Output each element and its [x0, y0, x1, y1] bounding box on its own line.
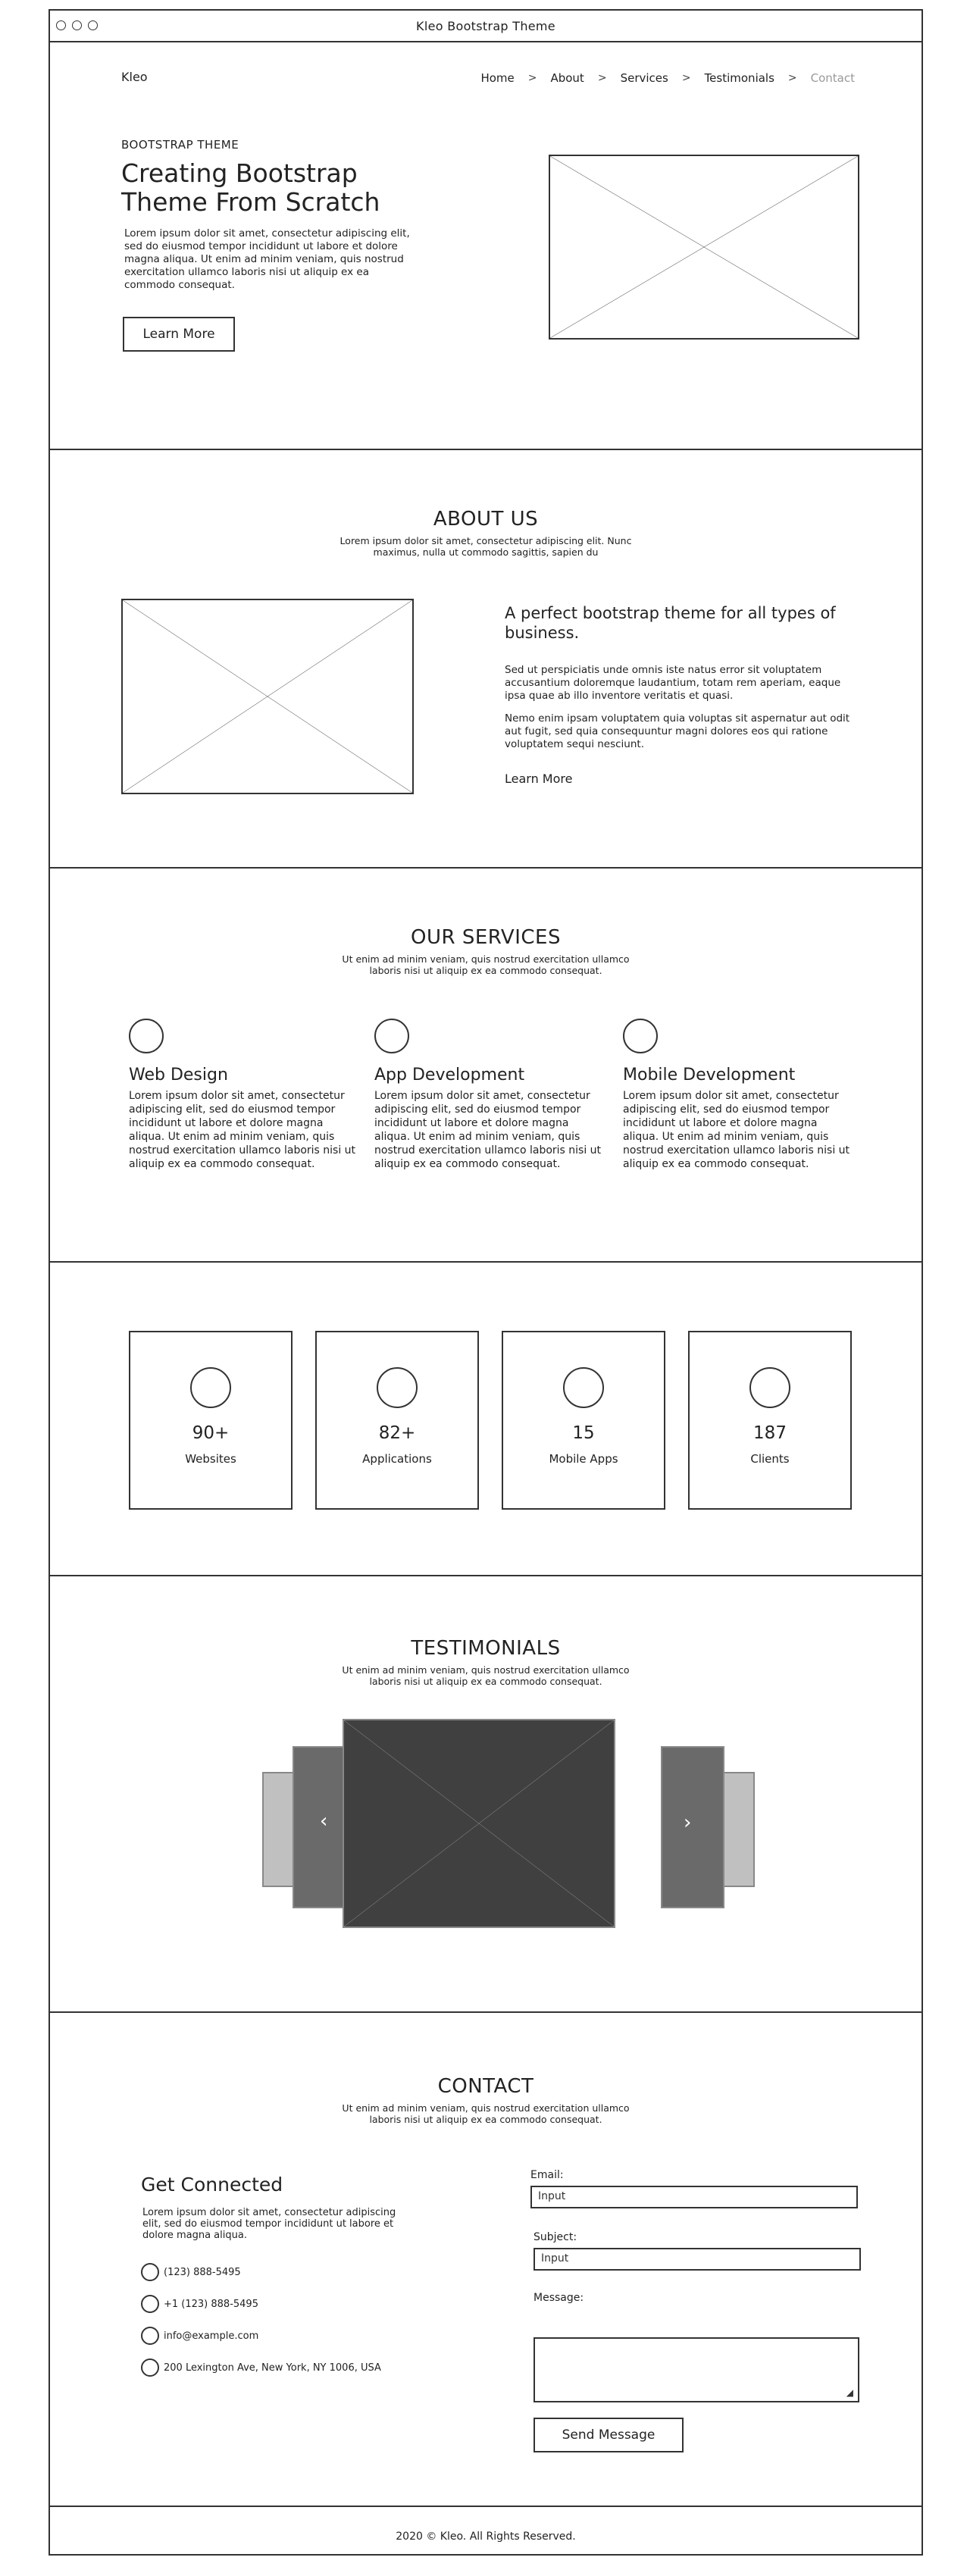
about-image-placeholder: [121, 599, 414, 794]
message-textarea[interactable]: [534, 2337, 859, 2402]
service-text: Lorem ipsum dolor sit amet, consectetur adipiscing elit, sed do eiusmod tempor incididunt ut labore et dolore magna aliqua. Ut enim ad minim veniam, quis nostrud exercitation ullamco laboris nisi ut aliquip ex ea commodo consequat.: [623, 1090, 850, 1170]
get-connected-text: Lorem ipsum dolor sit amet, consectetur adipiscing elit, sed do eiusmod tempor incididunt ut labore et dolore magna aliqua.: [142, 2207, 396, 2241]
carousel-slide-right: [661, 1746, 724, 1908]
clients-icon: [749, 1367, 790, 1408]
contact-address: 200 Lexington Ave, New York, NY 1006, USA: [164, 2362, 381, 2374]
testimonials-subtitle: Ut enim ad minim veniam, quis nostrud exercitation ullamco laboris nisi ut aliquip ex ea commodo consequat.: [342, 1664, 630, 1687]
service-card-app-development: [374, 1019, 602, 1171]
contact-mobile: +1 (123) 888-5495: [164, 2298, 258, 2310]
window-titlebar: [50, 11, 922, 42]
about-title: ABOUT US: [433, 508, 539, 531]
nav-separator: >: [527, 72, 537, 84]
stats-section: [50, 1263, 922, 1576]
testimonial-carousel: [262, 1719, 762, 1928]
mail-icon: [141, 2327, 159, 2345]
contact-mobile-row: [141, 2295, 258, 2313]
image-placeholder-icon: [344, 1720, 614, 1927]
stat-card-mobile-apps: [502, 1331, 665, 1510]
footer: [50, 2507, 922, 2556]
message-label: Message:: [534, 2292, 584, 2304]
web-design-icon: [129, 1019, 164, 1053]
email-label: Email:: [530, 2169, 564, 2181]
nav-separator: >: [597, 72, 607, 84]
services-title: OUR SERVICES: [411, 926, 561, 949]
stat-card-websites: [129, 1331, 293, 1510]
image-placeholder-icon: [123, 600, 412, 793]
footer-copyright: 2020 © Kleo. All Rights Reserved.: [396, 2531, 576, 2543]
stat-card-clients: [688, 1331, 852, 1510]
service-card-web-design: [129, 1019, 356, 1171]
service-card-mobile-development: [623, 1019, 850, 1171]
contact-section: [50, 2013, 922, 2507]
window-minimize-button[interactable]: [72, 20, 82, 30]
testimonials-title: TESTIMONIALS: [411, 1637, 561, 1660]
app-development-icon: [374, 1019, 409, 1053]
window-maximize-button[interactable]: [88, 20, 98, 30]
hero-eyebrow: BOOTSTRAP THEME: [121, 138, 239, 152]
hero-image-placeholder: [549, 155, 859, 340]
location-icon: [141, 2358, 159, 2377]
stat-value: 82+: [378, 1423, 416, 1443]
services-subtitle: Ut enim ad minim veniam, quis nostrud exercitation ullamco laboris nisi ut aliquip ex ea commodo consequat.: [342, 953, 630, 976]
contact-email[interactable]: info@example.com: [164, 2330, 259, 2342]
stat-label: Websites: [185, 1452, 236, 1466]
service-text: Lorem ipsum dolor sit amet, consectetur adipiscing elit, sed do eiusmod tempor incididunt ut labore et dolore magna aliqua. Ut enim ad minim veniam, quis nostrud exercitation ullamco laboris nisi ut aliquip ex ea commodo consequat.: [129, 1090, 356, 1170]
nav-services[interactable]: Services: [620, 71, 668, 85]
about-learn-more-link[interactable]: Learn More: [505, 772, 573, 786]
resize-grip-icon[interactable]: ◢: [846, 2387, 853, 2398]
websites-icon: [190, 1367, 231, 1408]
subject-label: Subject:: [534, 2231, 577, 2243]
email-field[interactable]: Input: [530, 2186, 858, 2208]
contact-address-row: [141, 2358, 381, 2377]
hero-title: Creating Bootstrap Theme From Scratch: [121, 158, 380, 217]
contact-subtitle: Ut enim ad minim veniam, quis nostrud exercitation ullamco laboris nisi ut aliquip ex ea commodo consequat.: [342, 2102, 630, 2125]
subject-field[interactable]: Input: [534, 2248, 861, 2271]
about-subtitle: Lorem ipsum dolor sit amet, consectetur adipiscing elit. Nunc maximus, nulla ut commodo sagittis, sapien du: [340, 535, 632, 558]
nav-testimonials[interactable]: Testimonials: [704, 71, 774, 85]
nav-separator: >: [787, 72, 797, 84]
browser-window: [48, 9, 923, 2556]
nav-separator: >: [681, 72, 691, 84]
hero-learn-more-button[interactable]: Learn More: [123, 317, 235, 352]
applications-icon: [377, 1367, 418, 1408]
carousel-prev-button[interactable]: ‹: [320, 1810, 328, 1833]
stat-label: Applications: [362, 1452, 432, 1466]
window-controls: [56, 20, 98, 30]
mobile-apps-icon: [563, 1367, 604, 1408]
nav-home[interactable]: Home: [480, 71, 515, 85]
carousel-next-button[interactable]: ›: [684, 1811, 692, 1834]
testimonials-section: [50, 1576, 922, 2013]
contact-email-row: [141, 2327, 258, 2345]
about-section: [50, 450, 922, 869]
stat-label: Clients: [750, 1452, 790, 1466]
contact-phone-row: [141, 2263, 241, 2281]
service-title: Web Design: [129, 1066, 228, 1085]
contact-phone: (123) 888-5495: [164, 2266, 241, 2278]
send-message-button[interactable]: Send Message: [534, 2418, 684, 2452]
stat-card-applications: [315, 1331, 479, 1510]
window-title: Kleo Bootstrap Theme: [416, 18, 555, 33]
stat-label: Mobile Apps: [549, 1452, 618, 1466]
carousel-slide-active[interactable]: [343, 1719, 615, 1928]
phone-icon: [141, 2263, 159, 2281]
mobile-icon: [141, 2295, 159, 2313]
nav-contact[interactable]: Contact: [810, 71, 855, 85]
mobile-development-icon: [623, 1019, 658, 1053]
service-text: Lorem ipsum dolor sit amet, consectetur adipiscing elit, sed do eiusmod tempor incididunt ut labore et dolore magna aliqua. Ut enim ad minim veniam, quis nostrud exercitation ullamco laboris nisi ut aliquip ex ea commodo consequat.: [374, 1090, 602, 1170]
contact-title: CONTACT: [437, 2075, 534, 2098]
service-title: Mobile Development: [623, 1066, 796, 1085]
stat-value: 15: [572, 1423, 595, 1443]
hero-section: [50, 42, 922, 450]
service-title: App Development: [374, 1066, 525, 1085]
about-paragraph-1: Sed ut perspiciatis unde omnis iste natus error sit voluptatem accusantium doloremque laudantium, totam rem aperiam, eaque ipsa quae ab illo inventore veritatis et quasi.: [505, 664, 841, 702]
about-heading: A perfect bootstrap theme for all types of business.: [505, 604, 836, 642]
main-nav: [480, 71, 855, 85]
brand-logo[interactable]: Kleo: [121, 70, 148, 84]
stat-value: 187: [753, 1423, 787, 1443]
about-paragraph-2: Nemo enim ipsam voluptatem quia voluptas sit aspernatur aut odit aut fugit, sed quia consequuntur magni dolores eos qui ratione voluptatem sequi nesciunt.: [505, 712, 850, 750]
stat-value: 90+: [192, 1423, 230, 1443]
get-connected-heading: Get Connected: [141, 2174, 283, 2196]
nav-about[interactable]: About: [550, 71, 584, 85]
image-placeholder-icon: [550, 156, 858, 338]
hero-text: Lorem ipsum dolor sit amet, consectetur adipiscing elit, sed do eiusmod tempor incididunt ut labore et dolore magna aliqua. Ut enim ad minim veniam, quis nostrud exercitation ullamco laboris nisi ut aliquip ex ea commodo consequat.: [124, 227, 410, 291]
services-section: [50, 869, 922, 1263]
window-close-button[interactable]: [56, 20, 66, 30]
